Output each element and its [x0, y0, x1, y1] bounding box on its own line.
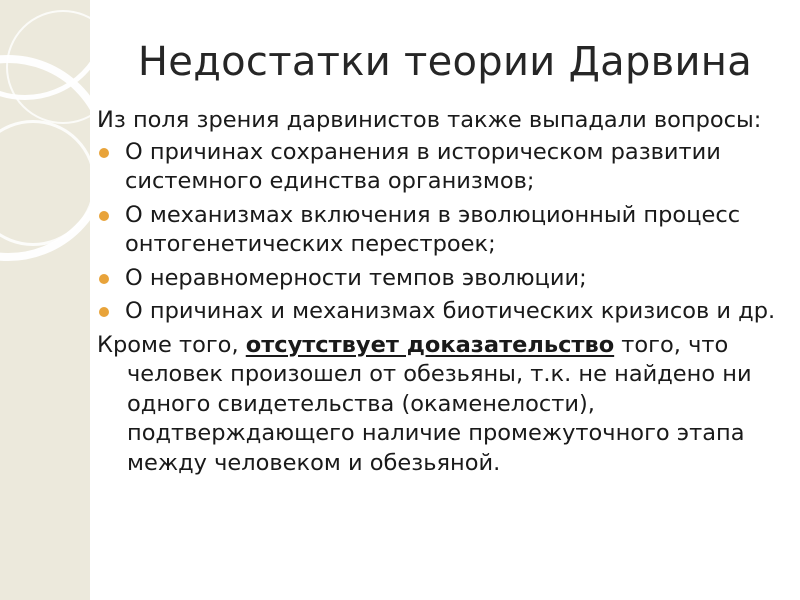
- closing-prefix: Кроме того,: [97, 331, 246, 358]
- closing-emphasis: отсутствует доказательство: [245, 331, 615, 358]
- intro-paragraph: Из поля зрения дарвинистов также выпадали вопросы:: [97, 107, 762, 133]
- bullet-dot-icon: [99, 148, 109, 158]
- bullet-dot-icon: [99, 307, 109, 317]
- list-item-text: О причинах и механизмах биотических кризисов и др.: [125, 298, 776, 324]
- list-item: [97, 297, 787, 327]
- list-item: [97, 201, 787, 260]
- bullet-dot-icon: [99, 211, 109, 221]
- list-item-text: О причинах сохранения в историческом развитии системного единства организмов;: [125, 138, 721, 194]
- list-item-text: О неравномерности темпов эволюции;: [125, 264, 587, 291]
- decorative-side-band: [0, 0, 90, 600]
- list-item: [97, 138, 787, 197]
- bullet-dot-icon: [99, 274, 109, 284]
- closing-paragraph: [97, 331, 787, 479]
- slide-title: Недостатки теории Дарвина: [137, 39, 753, 85]
- list-item: [97, 264, 787, 294]
- list-item-text: О механизмах включения в эволюционный процесс онтогенетических перестроек;: [125, 201, 741, 257]
- slide-body: [97, 106, 787, 479]
- closing-suffix: того, что человек произошел от обезьяны, т.к. не найдено ни одного свидетельства (окаменелости), подтверждающего наличие промежуточного этапа между человеком и обезьяной.: [127, 331, 752, 476]
